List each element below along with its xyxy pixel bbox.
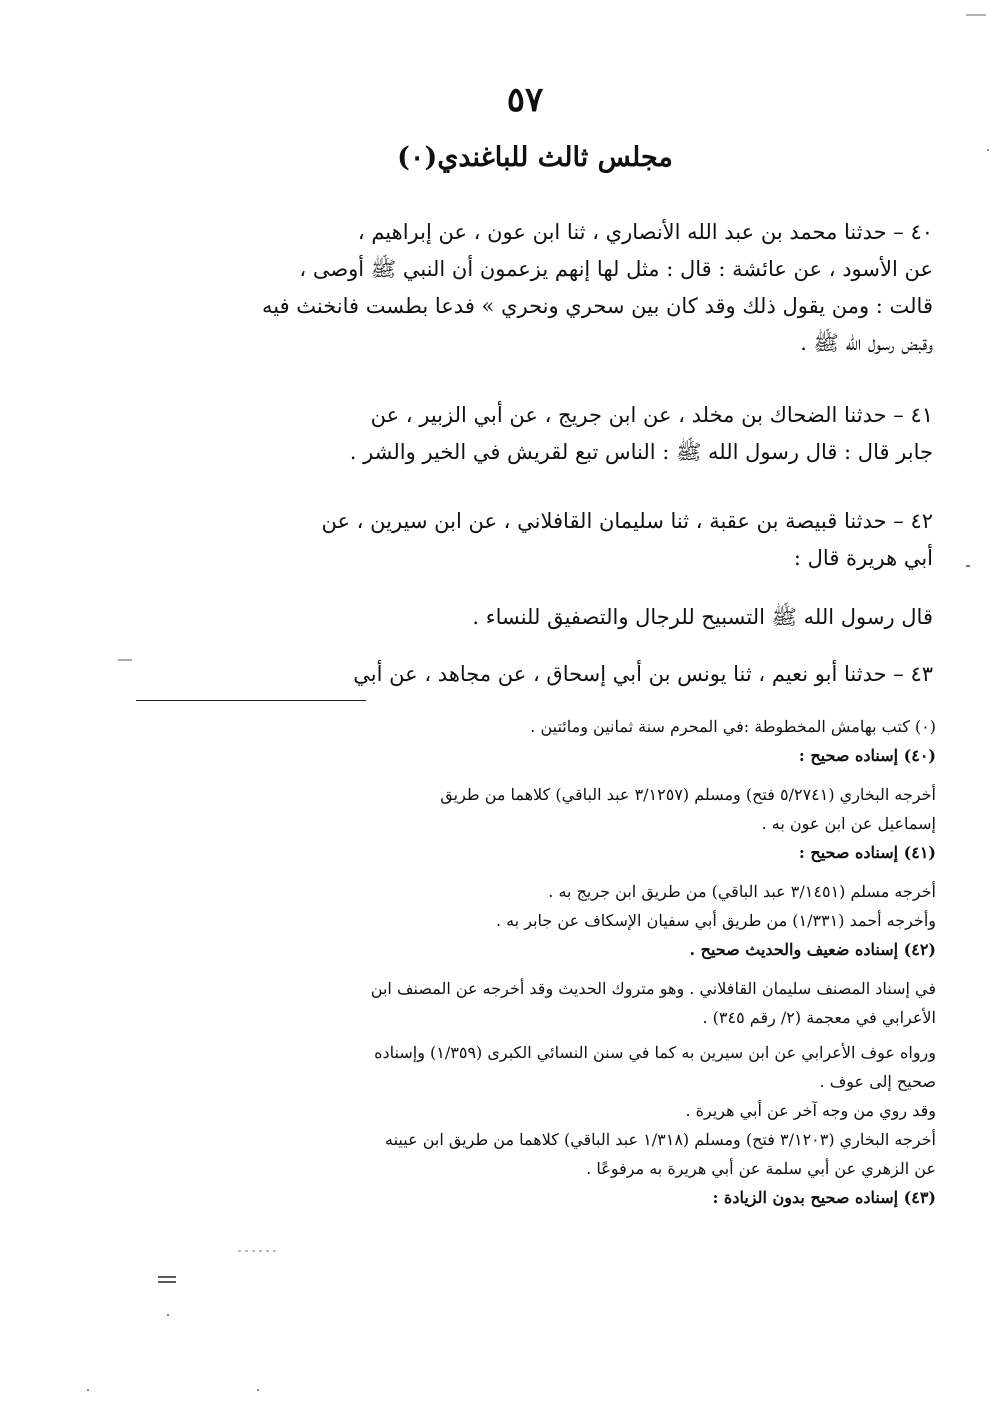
footnote-heading: (٤٢) إسناده ضعيف والحديث صحيح . <box>689 940 936 959</box>
scan-dot <box>257 1389 259 1391</box>
hadith-line: وقبض رسول الله ﷺ . <box>800 331 933 355</box>
footnote-line: ورواه عوف الأعرابي عن ابن سيرين به كما في سنن النسائي الكبرى (١/٣٥٩) وإسناده <box>374 1043 936 1062</box>
footnote-line: (٠) كتب بهامش المخطوطة :في المحرم سنة ثمانين ومائتين . <box>530 717 936 736</box>
session-title: مجلس ثالث للباغندي(٠) <box>397 142 673 173</box>
footnote-line: في إسناد المصنف سليمان القافلاني . وهو متروك الحديث وقد أخرجه عن المصنف ابن <box>370 979 936 998</box>
footnote-line: إسماعيل عن ابن عون به . <box>761 814 936 833</box>
hadith-line: عن الأسود ، عن عائشة : قال : مثل لها إنهم يزعمون أن النبي ﷺ أوصى ، <box>299 257 933 281</box>
hadith-41 <box>128 397 933 471</box>
hadith-line: ٤١ – حدثنا الضحاك بن مخلد ، عن ابن جريج ، عن أبي الزبير ، عن <box>370 403 933 427</box>
hadith-line: جابر قال : قال رسول الله ﷺ : الناس تبع لقريش في الخير والشر . <box>349 440 933 464</box>
footnotes <box>136 712 936 1212</box>
footnote-line: عن الزهري عن أبي سلمة عن أبي هريرة به مرفوعًا . <box>586 1159 936 1178</box>
hadith-line: قال رسول الله ﷺ التسبيح للرجال والتصفيق للنساء . <box>472 605 933 629</box>
footnote-line: وقد روي من وجه آخر عن أبي هريرة . <box>685 1101 936 1120</box>
hadith-line: ٤٢ – حدثنا قبيصة بن عقبة ، ثنا سليمان القافلاني ، عن ابن سيرين ، عن <box>321 509 933 533</box>
footnote-line: أخرجه البخاري (٥/٢٧٤١ فتح) ومسلم (٣/١٢٥٧ عبد الباقي) كلاهما من طريق <box>440 785 936 804</box>
hadith-42 <box>128 503 933 636</box>
hadith-40 <box>128 214 933 362</box>
hadith-line: قالت : ومن يقول ذلك وقد كان بين سحري ونحري » فدعا بطست فانخنث فيه <box>261 294 933 318</box>
scan-dot <box>167 1314 169 1316</box>
hadith-line: ٤٣ – حدثنا أبو نعيم ، ثنا يونس بن أبي إسحاق ، عن مجاهد ، عن أبي <box>353 662 933 686</box>
hadith-line: ٤٠ – حدثنا محمد بن عبد الله الأنصاري ، ثنا ابن عون ، عن إبراهيم ، <box>357 220 933 244</box>
scan-dot <box>87 1389 89 1391</box>
footnote-separator <box>136 700 366 701</box>
footnote-line: وأخرجه أحمد (١/٣٣١) من طريق أبي سفيان الإسكاف عن جابر به . <box>495 911 936 930</box>
footnote-heading: (٤٠) إسناده صحيح : <box>798 746 936 765</box>
footnote-heading: (٤٣) إسناده صحيح بدون الزيادة : <box>712 1188 936 1207</box>
footnote-heading: (٤١) إسناده صحيح : <box>798 843 936 862</box>
footnote-line: أخرجه البخاري (٣/١٢٠٣ فتح) ومسلم (١/٣١٨ عبد الباقي) كلاهما من طريق ابن عيينه <box>385 1130 936 1149</box>
hadith-43 <box>128 656 933 693</box>
footnote-line: صحيح إلى عوف . <box>819 1072 936 1091</box>
page-number: ٥٧ <box>506 80 544 120</box>
footnote-line: أخرجه مسلم (٣/١٤٥١ عبد الباقي) من طريق ابن جريج به . <box>548 882 936 901</box>
footnote-line: الأعرابي في معجمة (٢/ رقم ٣٤٥) . <box>702 1008 936 1027</box>
hadith-line: أبي هريرة قال : <box>793 546 933 570</box>
